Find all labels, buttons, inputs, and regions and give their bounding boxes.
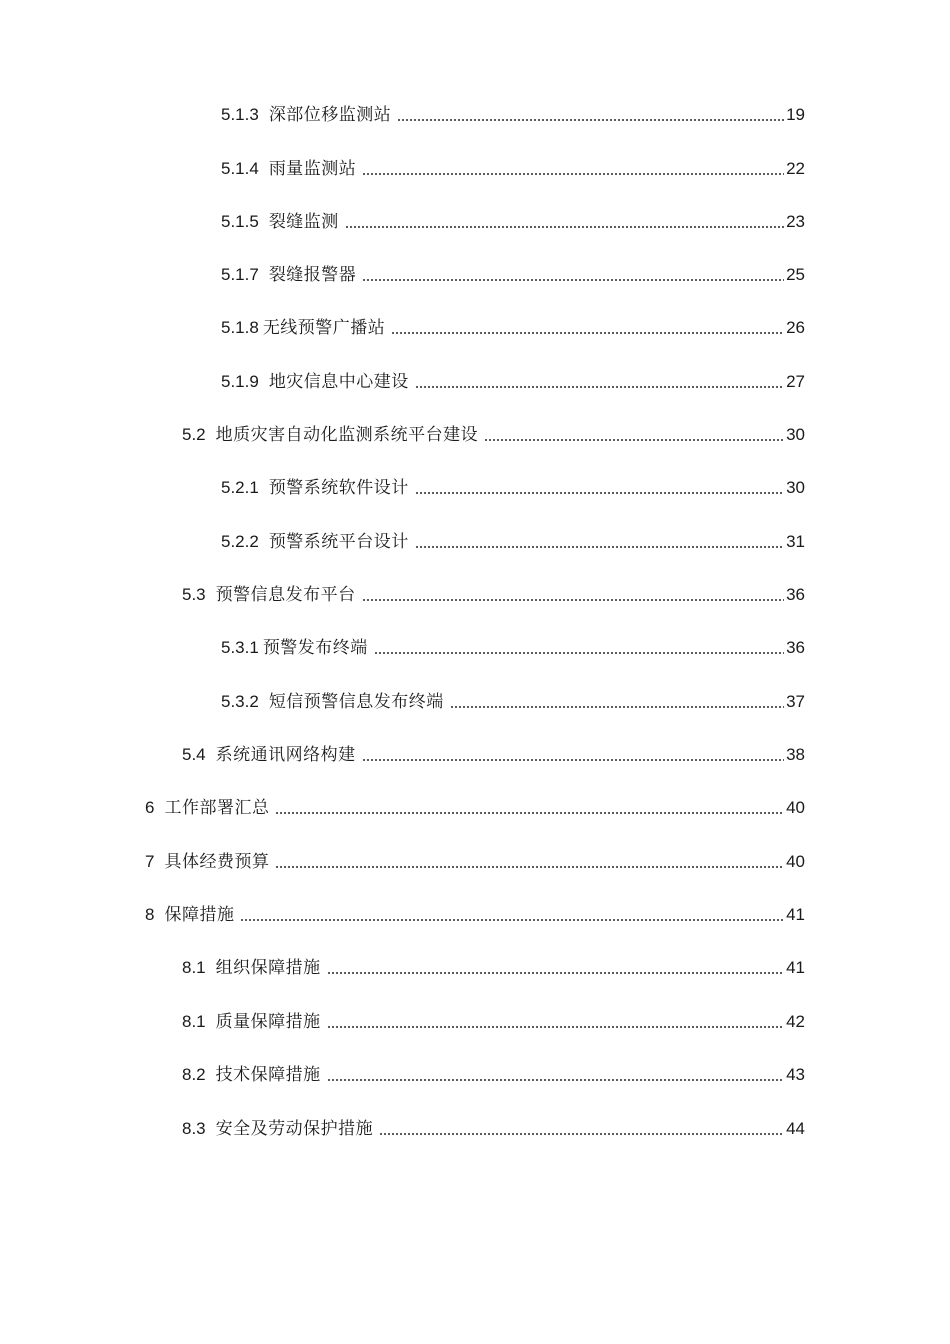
toc-entry-page: 40 bbox=[786, 852, 805, 871]
toc-entry-title: 技术保障措施 bbox=[215, 1065, 321, 1085]
toc-entry-title: 地灾信息中心建设 bbox=[268, 372, 409, 392]
toc-entry-page: 42 bbox=[786, 1012, 805, 1031]
toc-entry-title: 预警系统平台设计 bbox=[268, 532, 409, 552]
toc-entry[interactable] bbox=[182, 951, 805, 979]
toc-entry-page: 25 bbox=[786, 265, 805, 284]
toc-entry-page: 44 bbox=[786, 1119, 805, 1138]
toc-entry-title: 安全及劳动保护措施 bbox=[215, 1119, 374, 1139]
toc-entry-number: 5.2.2 bbox=[221, 532, 259, 551]
toc-entry-page: 37 bbox=[786, 692, 805, 711]
toc-entry[interactable] bbox=[145, 898, 805, 926]
toc-entry-title: 工作部署汇总 bbox=[164, 798, 270, 818]
toc-entry[interactable] bbox=[221, 525, 805, 553]
toc-dot-leader bbox=[415, 385, 784, 389]
toc-entry-number: 8 bbox=[145, 905, 155, 924]
toc-entry-number: 5.3.2 bbox=[221, 692, 259, 711]
toc-entry-title: 预警信息发布平台 bbox=[215, 585, 356, 605]
toc-entry[interactable] bbox=[182, 578, 805, 606]
toc-entry[interactable] bbox=[221, 365, 805, 393]
toc-entry-number: 5.1.3 bbox=[221, 105, 259, 124]
toc-entry-number: 8.1 bbox=[182, 958, 206, 977]
toc-entry[interactable] bbox=[221, 205, 805, 233]
toc-entry-page: 31 bbox=[786, 532, 805, 551]
toc-entry[interactable] bbox=[221, 152, 805, 180]
toc-dot-leader bbox=[450, 705, 784, 709]
toc-entry[interactable] bbox=[145, 791, 805, 819]
toc-entry-title: 无线预警广播站 bbox=[262, 318, 386, 338]
toc-entry-number: 8.2 bbox=[182, 1065, 206, 1084]
toc-dot-leader bbox=[327, 971, 784, 975]
toc-entry[interactable] bbox=[221, 98, 805, 126]
toc-dot-leader bbox=[391, 331, 784, 335]
toc-entry-page: 36 bbox=[786, 638, 805, 657]
toc-entry-number: 5.1.4 bbox=[221, 159, 259, 178]
toc-entry-page: 43 bbox=[786, 1065, 805, 1084]
toc-entry[interactable] bbox=[182, 418, 805, 446]
toc-entry-page: 27 bbox=[786, 372, 805, 391]
toc-entry-title: 地质灾害自动化监测系统平台建设 bbox=[215, 425, 479, 445]
toc-entry-number: 5.1.5 bbox=[221, 212, 259, 231]
toc-dot-leader bbox=[362, 172, 784, 176]
toc-entry-page: 41 bbox=[786, 905, 805, 924]
toc-dot-leader bbox=[275, 811, 784, 815]
toc-entry-title: 预警系统软件设计 bbox=[268, 478, 409, 498]
toc-dot-leader bbox=[379, 1132, 784, 1136]
toc-dot-leader bbox=[374, 651, 784, 655]
toc-entry-number: 5.1.7 bbox=[221, 265, 259, 284]
toc-dot-leader bbox=[415, 491, 784, 495]
toc-entry[interactable] bbox=[182, 1005, 805, 1033]
toc-entry-number: 5.2.1 bbox=[221, 478, 259, 497]
toc-entry-page: 38 bbox=[786, 745, 805, 764]
toc-entry-title: 雨量监测站 bbox=[268, 159, 357, 179]
toc-dot-leader bbox=[327, 1078, 784, 1082]
toc-entry-title: 裂缝报警器 bbox=[268, 265, 357, 285]
toc-dot-leader bbox=[327, 1025, 784, 1029]
toc-entry-title: 系统通讯网络构建 bbox=[215, 745, 356, 765]
toc-entry[interactable] bbox=[221, 471, 805, 499]
toc-entry[interactable] bbox=[221, 311, 805, 339]
toc-entry-page: 40 bbox=[786, 798, 805, 817]
toc-entry[interactable] bbox=[182, 1112, 805, 1140]
toc-entry-page: 30 bbox=[786, 478, 805, 497]
toc-entry-title: 具体经费预算 bbox=[164, 852, 270, 872]
toc-entry-title: 保障措施 bbox=[164, 905, 235, 925]
toc-dot-leader bbox=[275, 865, 784, 869]
toc-dot-leader bbox=[362, 758, 784, 762]
toc-entry-number: 5.2 bbox=[182, 425, 206, 444]
toc-entry-number: 8.3 bbox=[182, 1119, 206, 1138]
toc-entry-page: 30 bbox=[786, 425, 805, 444]
toc-entry-page: 19 bbox=[786, 105, 805, 124]
toc-dot-leader bbox=[345, 225, 784, 229]
toc-entry-page: 41 bbox=[786, 958, 805, 977]
toc-entry-number: 6 bbox=[145, 798, 155, 817]
toc-dot-leader bbox=[362, 278, 784, 282]
toc-entry-number: 5.1.8 bbox=[221, 318, 259, 337]
toc-dot-leader bbox=[415, 545, 784, 549]
toc-entry-number: 5.3 bbox=[182, 585, 206, 604]
toc-dot-leader bbox=[362, 598, 784, 602]
toc-entry[interactable] bbox=[182, 738, 805, 766]
toc-entry-number: 8.1 bbox=[182, 1012, 206, 1031]
toc-entry-number: 7 bbox=[145, 852, 155, 871]
toc-entry-title: 短信预警信息发布终端 bbox=[268, 692, 444, 712]
toc-entry-title: 裂缝监测 bbox=[268, 212, 339, 232]
toc-entry-page: 26 bbox=[786, 318, 805, 337]
toc-entry-number: 5.3.1 bbox=[221, 638, 259, 657]
toc-entry[interactable] bbox=[221, 685, 805, 713]
toc-entry-title: 预警发布终端 bbox=[262, 638, 368, 658]
toc-entry[interactable] bbox=[182, 1058, 805, 1086]
toc-dot-leader bbox=[397, 118, 784, 122]
toc-entry-title: 深部位移监测站 bbox=[268, 105, 392, 125]
toc-entry[interactable] bbox=[221, 631, 805, 659]
toc-dot-leader bbox=[240, 918, 784, 922]
toc-entry-number: 5.1.9 bbox=[221, 372, 259, 391]
toc-entry-title: 组织保障措施 bbox=[215, 958, 321, 978]
toc-dot-leader bbox=[484, 438, 784, 442]
toc-entry-title: 质量保障措施 bbox=[215, 1012, 321, 1032]
toc-entry-page: 23 bbox=[786, 212, 805, 231]
toc-entry-page: 22 bbox=[786, 159, 805, 178]
toc-entry[interactable] bbox=[221, 258, 805, 286]
toc-entry-number: 5.4 bbox=[182, 745, 206, 764]
toc-entry[interactable] bbox=[145, 845, 805, 873]
toc-entry-page: 36 bbox=[786, 585, 805, 604]
